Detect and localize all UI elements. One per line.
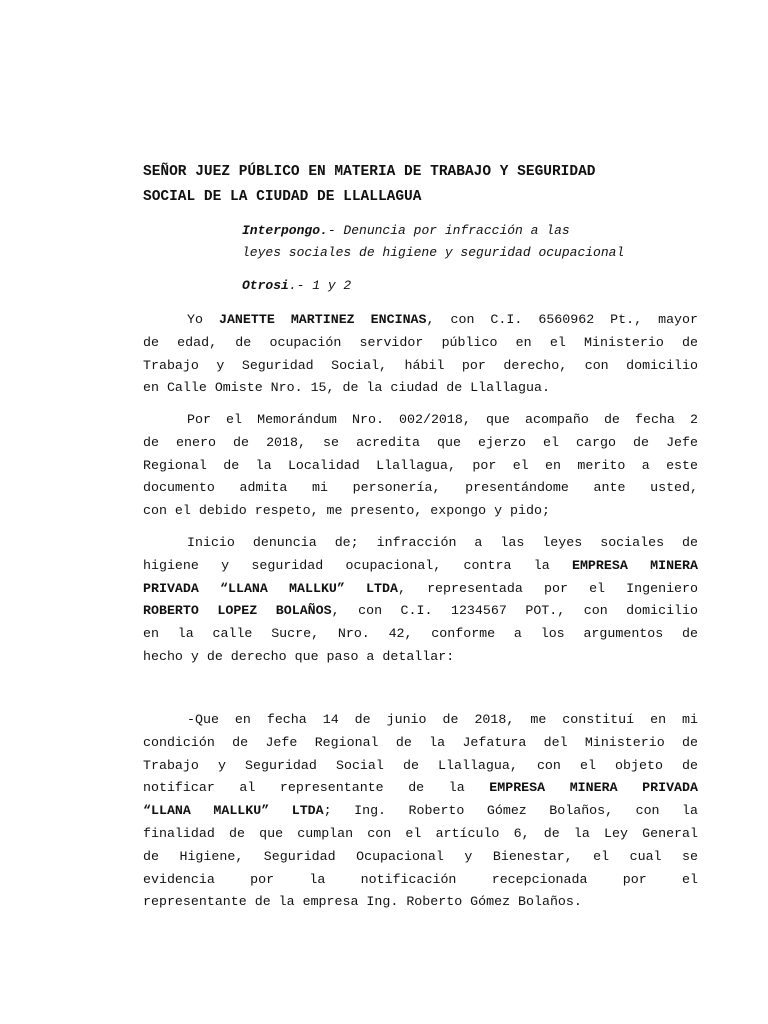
- p3-line-2-text: higiene y seguridad ocupacional, contra la: [143, 557, 572, 573]
- p2-line-5: con el debido respeto, me presento, expongo y pido;: [143, 503, 550, 519]
- heading-line-1: SEÑOR JUEZ PÚBLICO EN MATERIA DE TRABAJO Y SEGURIDAD: [143, 164, 596, 180]
- paragraph-1: [143, 309, 698, 400]
- p1-line-2: de edad, de ocupación servidor público en el Ministerio de: [143, 334, 698, 350]
- paragraph-2: [143, 409, 698, 523]
- p4-line-5: [143, 800, 698, 823]
- p2-line-2: de enero de 2018, se acredita que ejerzo el cargo de Jefe: [143, 434, 698, 450]
- p3-company-part-1: EMPRESA MINERA: [571, 557, 698, 573]
- p4-line-9: representante de la empresa Ing. Roberto Gómez Bolaños.: [143, 894, 582, 910]
- p3-line-5: en la calle Sucre, Nro. 42, conforme a los argumentos de: [143, 626, 698, 642]
- p3-line-3: [143, 578, 698, 601]
- p2-line-1: Por el Memorándum Nro. 002/2018, que acompaño de fecha 2: [187, 412, 698, 427]
- p1-line-4: en Calle Omiste Nro. 15, de la ciudad de Llallagua.: [143, 380, 550, 396]
- document-heading: [143, 160, 699, 210]
- paragraph-3: [143, 532, 698, 669]
- paragraph-4: [143, 709, 698, 914]
- p4-line-2: condición de Jefe Regional de la Jefatura del Ministerio de: [143, 734, 698, 750]
- p3-line-3-text: , representada por el Ingeniero: [397, 580, 698, 596]
- interpongo-text-1: - Denuncia por infracción a las: [327, 223, 570, 238]
- p3-engineer-name: ROBERTO LOPEZ BOLAÑOS: [143, 603, 332, 619]
- p1-text-b: , con C.I. 6560962 Pt., mayor: [426, 312, 698, 327]
- p4-line-6: finalidad de que cumplan con el artículo 6, de la Ley General: [143, 825, 698, 841]
- p4-line-1: -Que en fecha 14 de junio de 2018, me constituí en mi: [187, 712, 698, 727]
- p3-line-1: Inicio denuncia de; infracción a las leyes sociales de: [187, 535, 698, 550]
- p4-company-part-1: EMPRESA MINERA PRIVADA: [489, 780, 698, 796]
- p3-line-4: [143, 600, 698, 623]
- p4-line-5-text: ; Ing. Roberto Gómez Bolaños, con la: [323, 803, 698, 819]
- p2-line-4: documento admita mi personería, presentándome ante usted,: [143, 480, 698, 496]
- p4-line-4-text: notificar al representante de la: [143, 780, 490, 796]
- interpongo-text-2: leyes sociales de higiene y seguridad ocupacional: [242, 245, 625, 260]
- interpongo-block: [242, 220, 624, 264]
- p4-line-7: de Higiene, Seguridad Ocupacional y Bienestar, el cual se: [143, 848, 698, 864]
- p4-line-3: Trabajo y Seguridad Social de Llallagua, con el objeto de: [143, 757, 698, 773]
- p4-line-8: evidencia por la notificación recepcionada por el: [143, 871, 698, 887]
- p3-line-4-text: , con C.I. 1234567 POT., con domicilio: [331, 603, 698, 619]
- p1-text-a: Yo: [187, 312, 219, 327]
- p4-company-part-2: “LLANA MALLKU” LTDA: [143, 803, 324, 819]
- p3-company-part-2: PRIVADA “LLANA MALLKU” LTDA: [143, 580, 398, 596]
- p1-line-1: [143, 309, 698, 332]
- p1-name: JANETTE MARTINEZ ENCINAS: [218, 312, 427, 327]
- heading-line-2: SOCIAL DE LA CIUDAD DE LLALLAGUA: [143, 189, 422, 205]
- p3-line-6: hecho y de derecho que paso a detallar:: [143, 648, 455, 664]
- p3-line-2: [143, 555, 698, 578]
- interpongo-label: Interpongo.: [242, 223, 328, 238]
- p4-line-4: [143, 777, 698, 800]
- otrosi-text: .- 1 y 2: [288, 278, 352, 293]
- otrosi-block: [242, 275, 351, 297]
- p1-line-3: Trabajo y Seguridad Social, hábil por derecho, con domicilio: [143, 357, 698, 373]
- p2-line-3: Regional de la Localidad Llallagua, por el en merito a este: [143, 457, 698, 473]
- otrosi-label: Otrosi: [242, 278, 289, 293]
